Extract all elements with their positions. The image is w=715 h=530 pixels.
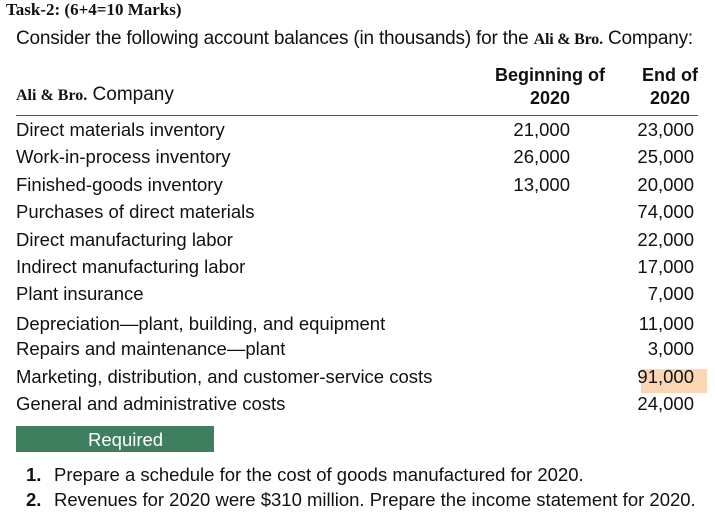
row-label: Direct materials inventory — [16, 119, 225, 140]
table-row — [0, 281, 715, 308]
table-row — [0, 144, 715, 171]
intro-suffix: Company: — [602, 28, 693, 49]
row-label: Repairs and maintenance—plant — [16, 338, 286, 360]
table-company-suffix: Company — [87, 84, 174, 105]
row-label: General and administrative costs — [16, 392, 286, 414]
row-begin-value: 26,000 — [513, 146, 570, 168]
table-company-header — [16, 84, 174, 106]
row-end-value: 3,000 — [647, 338, 694, 360]
column-header-end — [620, 64, 715, 110]
table-row — [0, 364, 715, 391]
row-end-value: 20,000 — [637, 173, 694, 195]
column-header-beginning — [470, 64, 630, 110]
row-label: Finished-goods inventory — [16, 173, 223, 195]
table-company-name: Ali & Bro. — [16, 87, 88, 104]
table-row — [0, 391, 715, 418]
table-row — [0, 309, 715, 336]
row-end-value: 25,000 — [637, 146, 694, 168]
table-row — [0, 336, 715, 363]
row-end-value: 91,000 — [637, 365, 694, 387]
table-row — [0, 227, 715, 254]
row-begin-value: 21,000 — [513, 119, 570, 140]
row-label: Indirect manufacturing labor — [16, 255, 246, 277]
column-header-beginning-line1: Beginning of — [495, 65, 605, 85]
row-end-value: 22,000 — [637, 228, 694, 250]
task-title: Task-2: (6+4=10 Marks) — [6, 0, 182, 19]
row-label: Plant insurance — [16, 283, 144, 305]
column-header-end-line1: End of — [642, 65, 698, 85]
balances-table — [0, 117, 715, 418]
row-end-value: 11,000 — [638, 312, 694, 334]
row-end-value: 24,000 — [637, 392, 694, 414]
item-text: Prepare a schedule for the cost of goods manufactured for 2020. — [54, 464, 584, 485]
required-banner — [16, 426, 214, 452]
intro-sentence — [16, 28, 693, 50]
row-end-value: 17,000 — [637, 255, 694, 277]
row-label: Work-in-process inventory — [16, 146, 231, 168]
header-rule — [16, 115, 698, 116]
table-row — [0, 172, 715, 199]
row-end-value: 7,000 — [647, 283, 694, 305]
column-header-beginning-line2: 2020 — [529, 88, 571, 108]
row-begin-value: 13,000 — [513, 173, 570, 195]
row-label: Marketing, distribution, and customer-service costs — [16, 365, 433, 387]
row-label: Depreciation—plant, building, and equipment — [16, 312, 386, 334]
row-label: Direct manufacturing labor — [16, 228, 233, 250]
item-number: 1. — [26, 464, 42, 485]
table-row — [0, 117, 715, 144]
intro-company-name: Ali & Bro. — [533, 31, 603, 48]
table-row — [0, 199, 715, 226]
item-number: 2. — [26, 489, 42, 510]
row-label: Purchases of direct materials — [16, 201, 255, 223]
row-end-value: 74,000 — [637, 201, 694, 223]
item-text: Revenues for 2020 were $310 million. Prepare the income statement for 2020. — [54, 489, 696, 510]
column-header-end-line2: 2020 — [649, 88, 691, 108]
required-label: Required — [88, 429, 164, 450]
table-row — [0, 254, 715, 281]
row-end-value: 23,000 — [637, 119, 694, 140]
intro-prefix: Consider the following account balances (in thousands) for the — [16, 28, 534, 49]
